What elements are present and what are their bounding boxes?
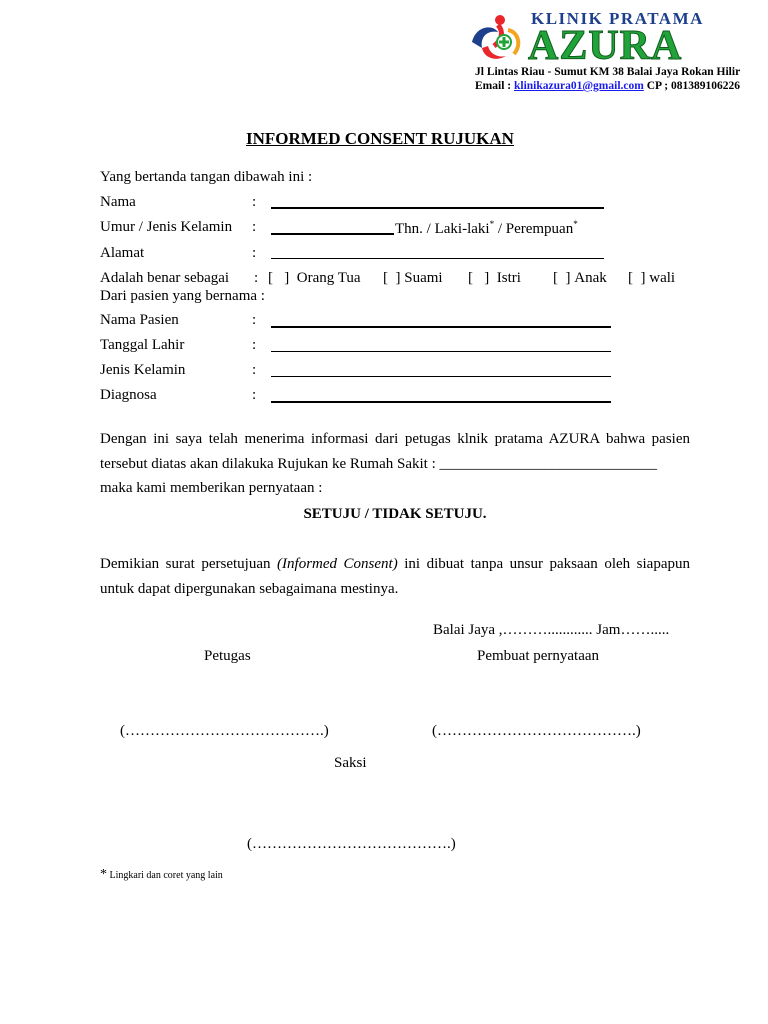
- contact-line: [475, 80, 740, 92]
- option-label: Anak: [574, 270, 607, 286]
- field-nama[interactable]: [271, 207, 604, 209]
- closing-paragraph: [100, 552, 690, 602]
- colon: :: [252, 219, 257, 235]
- perempuan-text: / Perempuan: [494, 221, 574, 237]
- signature-petugas[interactable]: (………………………………….): [120, 723, 329, 739]
- colon: :: [252, 312, 257, 328]
- checkbox-istri[interactable]: [468, 270, 521, 287]
- label-umur: Umur / Jenis Kelamin: [100, 219, 233, 235]
- bracket-close: ]: [484, 270, 490, 286]
- field-tanggal-lahir[interactable]: [271, 351, 611, 352]
- field-diagnosa[interactable]: [271, 401, 611, 403]
- label-adalah: Adalah benar sebagai: [100, 270, 230, 286]
- checkbox-orang-tua[interactable]: [268, 270, 361, 287]
- label-petugas: Petugas: [204, 648, 251, 664]
- agreement-choice: SETUJU / TIDAK SETUJU.: [303, 506, 487, 522]
- checkbox-wali[interactable]: [628, 270, 675, 287]
- bracket-close: ]: [395, 270, 401, 286]
- label-saksi: Saksi: [334, 755, 367, 771]
- email-label: Email :: [475, 80, 512, 92]
- field-alamat[interactable]: [271, 258, 604, 259]
- footnote-text: Lingkari dan coret yang lain: [107, 870, 223, 881]
- checkbox-anak[interactable]: [553, 270, 607, 287]
- bracket-close: ]: [565, 270, 571, 286]
- bracket-close: ]: [284, 270, 290, 286]
- intro-text: Yang bertanda tangan dibawah ini :: [100, 169, 313, 185]
- bracket-open: [: [553, 270, 558, 286]
- option-label: wali: [649, 270, 676, 286]
- signature-pembuat[interactable]: (………………………………….): [432, 723, 641, 739]
- gender-options: [395, 219, 578, 238]
- document-title: INFORMED CONSENT RUJUKAN: [246, 129, 514, 148]
- email-link[interactable]: klinikazura01@gmail.com: [513, 80, 644, 92]
- label-nama: Nama: [100, 194, 136, 210]
- label-diagnosa: Diagnosa: [100, 387, 157, 403]
- dari-text: Dari pasien yang bernama :: [100, 288, 265, 304]
- clinic-name: AZURA: [528, 23, 683, 69]
- closing-pre: Demikian surat persetujuan: [100, 556, 278, 572]
- label-jenis-kelamin: Jenis Kelamin: [100, 362, 186, 378]
- footnote-mark: *: [100, 867, 107, 882]
- colon: :: [252, 245, 257, 261]
- bracket-open: [: [628, 270, 633, 286]
- checkbox-suami[interactable]: [383, 270, 443, 287]
- colon: :: [252, 362, 257, 378]
- signature-saksi[interactable]: (………………………………….): [247, 836, 456, 852]
- field-umur[interactable]: [271, 233, 394, 235]
- statement-line: maka kami memberikan pernyataan :: [100, 480, 323, 496]
- option-label: Istri: [496, 270, 521, 286]
- bracket-open: [: [383, 270, 388, 286]
- clinic-address: Jl Lintas Riau - Sumut KM 38 Balai Jaya Rokan Hilir: [475, 66, 741, 78]
- footnote: [100, 867, 223, 883]
- footnote-star: *: [573, 219, 578, 229]
- label-tanggal-lahir: Tanggal Lahir: [100, 337, 185, 353]
- umur-suffix: Thn. / Laki-laki: [395, 221, 490, 237]
- place-date: Balai Jaya ,………............ Jam…….....: [433, 622, 670, 638]
- label-pembuat: Pembuat pernyataan: [477, 648, 600, 664]
- closing-italic: (Informed Consent): [277, 556, 398, 572]
- bracket-open: [: [468, 270, 473, 286]
- clinic-type: KLINIK PRATAMA: [531, 9, 704, 28]
- bracket-open: [: [268, 270, 273, 286]
- clinic-logo: [468, 12, 528, 67]
- label-nama-pasien: Nama Pasien: [100, 312, 179, 328]
- footnote-star: *: [489, 219, 495, 229]
- closing-post: ini dibuat tanpa unsur paksaan oleh siapapun untuk dapat dipergunakan sebagaimana mestinya.: [100, 556, 690, 597]
- label-alamat: Alamat: [100, 245, 145, 261]
- statement-paragraph: Dengan ini saya telah menerima informasi dari petugas klnik pratama AZURA bahwa pasien tersebut diatas akan dilakuka Rujukan ke Rumah Sakit : _____________________________: [100, 431, 690, 472]
- colon: :: [252, 194, 257, 210]
- colon: :: [254, 270, 259, 286]
- colon: :: [252, 337, 257, 353]
- bracket-close: ]: [640, 270, 646, 286]
- option-label: Suami: [404, 270, 443, 286]
- colon: :: [252, 387, 257, 403]
- phone-text: CP ; 081389106226: [646, 80, 740, 92]
- field-jenis-kelamin[interactable]: [271, 376, 611, 377]
- field-nama-pasien[interactable]: [271, 326, 611, 328]
- option-label: Orang Tua: [296, 270, 361, 286]
